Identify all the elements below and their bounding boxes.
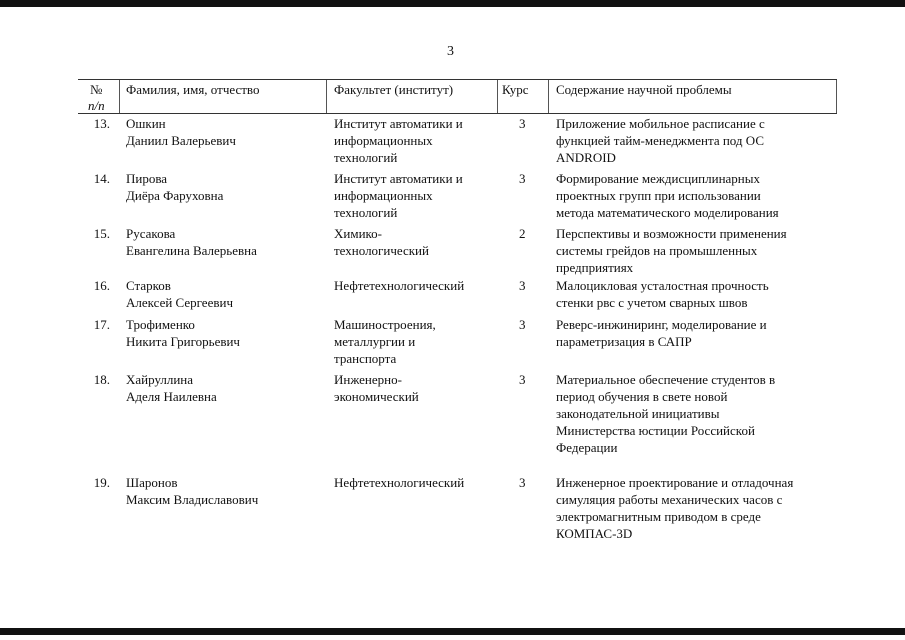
problem-line: симуляция работы механических часов с: [556, 492, 783, 507]
student-surname: Ошкин: [126, 116, 166, 131]
faculty-line: Машиностроения,: [334, 317, 436, 332]
faculty-line: технологический: [334, 243, 429, 258]
problem-line: функцией тайм-менеджмента под ОС: [556, 133, 765, 148]
problem-line: Приложение мобильное расписание с: [556, 116, 765, 131]
student-surname: Старков: [126, 278, 171, 293]
problem-line: Федерации: [556, 440, 618, 455]
student-surname: Русакова: [126, 226, 176, 241]
problem-line: Инженерное проектирование и отладочная: [556, 475, 794, 490]
column-divider: [326, 80, 327, 113]
problem-line: Малоцикловая усталостная прочность: [556, 278, 769, 293]
problem-line: Перспективы и возможности применения: [556, 226, 787, 241]
faculty-line: Инженерно-: [334, 372, 402, 387]
column-divider: [548, 80, 549, 113]
course-number: 3: [519, 171, 526, 186]
problem-line: Материальное обеспечение студентов в: [556, 372, 776, 387]
faculty-line: экономический: [334, 389, 419, 404]
column-divider: [836, 80, 837, 113]
header-num-sub: п/п: [88, 98, 105, 113]
problem-line: предприятиях: [556, 260, 634, 275]
header-faculty: Факультет (институт): [334, 82, 454, 97]
faculty-line: технологий: [334, 150, 398, 165]
row-number: 18.: [93, 372, 110, 387]
faculty-line: транспорта: [334, 351, 397, 366]
faculty-line: металлургии и: [334, 334, 416, 349]
problem-line: системы грейдов на промышленных: [556, 243, 758, 258]
course-number: 3: [519, 475, 526, 490]
course-number: 3: [519, 116, 526, 131]
student-given-names: Алексей Сергеевич: [126, 295, 233, 310]
faculty-line: информационных: [334, 188, 433, 203]
column-divider: [119, 80, 120, 113]
header-name: Фамилия, имя, отчество: [126, 82, 260, 97]
student-given-names: Максим Владиславович: [126, 492, 259, 507]
student-given-names: Даниил Валерьевич: [126, 133, 236, 148]
problem-line: Формирование междисциплинарных: [556, 171, 760, 186]
faculty-line: информационных: [334, 133, 433, 148]
student-surname: Шаронов: [126, 475, 178, 490]
student-surname: Хайруллина: [126, 372, 194, 387]
header-course: Курс: [502, 82, 529, 97]
student-given-names: Никита Григорьевич: [126, 334, 240, 349]
problem-line: период обучения в свете новой: [556, 389, 728, 404]
problem-line: стенки рвс с учетом сварных швов: [556, 295, 748, 310]
course-number: 3: [519, 372, 526, 387]
scan-border-top: [0, 0, 905, 7]
faculty-line: Нефтетехнологический: [334, 475, 465, 490]
student-surname: Пирова: [126, 171, 168, 186]
row-number: 17.: [93, 317, 110, 332]
problem-line: параметризация в САПР: [556, 334, 692, 349]
problem-line: Реверс-инжиниринг, моделирование и: [556, 317, 767, 332]
faculty-line: Нефтетехнологический: [334, 278, 465, 293]
student-given-names: Аделя Наилевна: [126, 389, 217, 404]
row-number: 14.: [93, 171, 110, 186]
scan-border-bottom: [0, 628, 905, 635]
row-number: 13.: [93, 116, 110, 131]
row-number: 16.: [93, 278, 110, 293]
row-number: 19.: [93, 475, 110, 490]
problem-line: электромагнитным приводом в среде: [556, 509, 761, 524]
student-surname: Трофименко: [126, 317, 195, 332]
student-given-names: Евангелина Валерьевна: [126, 243, 257, 258]
course-number: 3: [519, 278, 526, 293]
header-problem: Содержание научной проблемы: [556, 82, 732, 97]
problem-line: метода математического моделирования: [556, 205, 779, 220]
header-num: №: [90, 82, 103, 97]
problem-line: Министерства юстиции Российской: [556, 423, 755, 438]
course-number: 3: [519, 317, 526, 332]
student-given-names: Диёра Фаруховна: [126, 188, 224, 203]
faculty-line: Институт автоматики и: [334, 171, 463, 186]
problem-line: ANDROID: [556, 150, 616, 165]
row-number: 15.: [93, 226, 110, 241]
page-number: 3: [447, 44, 454, 59]
problem-line: проектных групп при использовании: [556, 188, 761, 203]
table-top-rule: [78, 79, 837, 80]
faculty-line: технологий: [334, 205, 398, 220]
faculty-line: Институт автоматики и: [334, 116, 463, 131]
faculty-line: Химико-: [334, 226, 383, 241]
course-number: 2: [519, 226, 526, 241]
problem-line: законодательной инициативы: [556, 406, 720, 421]
header-bottom-rule: [78, 113, 837, 114]
column-divider: [497, 80, 498, 113]
problem-line: КОМПАС-3D: [556, 526, 633, 541]
